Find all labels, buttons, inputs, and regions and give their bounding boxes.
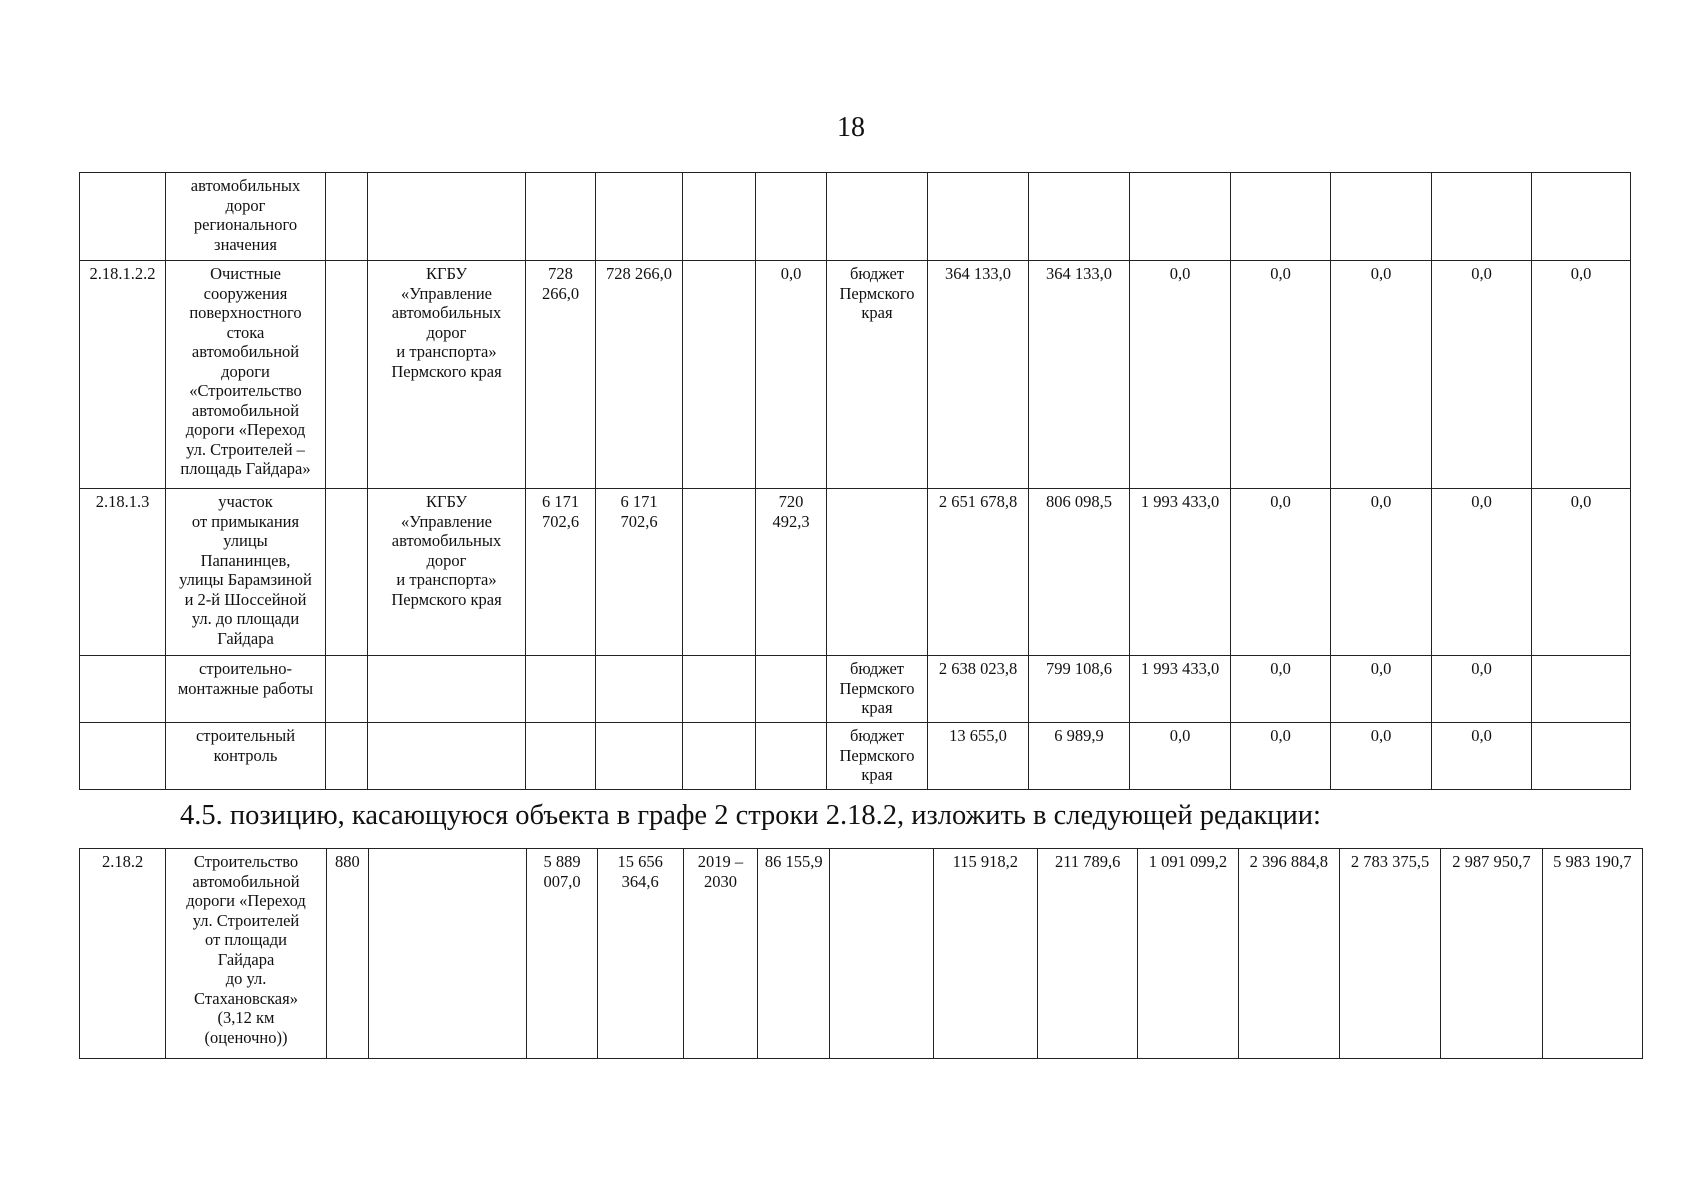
object-name: строительно- монтажные работы bbox=[166, 656, 326, 723]
cell-c6: 6 171 702,6 bbox=[596, 489, 683, 656]
funding-source bbox=[830, 849, 933, 1059]
cell-c7 bbox=[683, 723, 756, 790]
year-value: 364 133,0 bbox=[928, 261, 1029, 489]
cell-c5: 728 266,0 bbox=[526, 261, 596, 489]
cell-c3 bbox=[326, 656, 368, 723]
cell-c8 bbox=[756, 723, 827, 790]
table-row bbox=[80, 656, 1631, 723]
year-value: 0,0 bbox=[1331, 723, 1432, 790]
funding-source: бюджет Пермского края bbox=[827, 656, 928, 723]
table-row bbox=[80, 173, 1631, 261]
year-value bbox=[1130, 173, 1231, 261]
year-value: 806 098,5 bbox=[1029, 489, 1130, 656]
program-table-continuation bbox=[79, 172, 1631, 790]
year-value: 1 091 099,2 bbox=[1138, 849, 1238, 1059]
year-value: 2 783 375,5 bbox=[1339, 849, 1440, 1059]
year-value: 211 789,6 bbox=[1037, 849, 1137, 1059]
table-row bbox=[80, 261, 1631, 489]
cell-c7 bbox=[683, 656, 756, 723]
funding-source: бюджет Пермского края bbox=[827, 723, 928, 790]
year-value: 0,0 bbox=[1432, 489, 1532, 656]
year-value: 6 989,9 bbox=[1029, 723, 1130, 790]
year-value bbox=[1432, 173, 1532, 261]
year-value: 0,0 bbox=[1331, 656, 1432, 723]
executor bbox=[368, 656, 526, 723]
row-code bbox=[80, 173, 166, 261]
year-value bbox=[1331, 173, 1432, 261]
row-code bbox=[80, 656, 166, 723]
year-value: 1 993 433,0 bbox=[1130, 489, 1231, 656]
year-value: 2 638 023,8 bbox=[928, 656, 1029, 723]
executor: КГБУ «Управление автомобильных дорог и транспорта» Пермского края bbox=[368, 261, 526, 489]
year-value: 0,0 bbox=[1231, 723, 1331, 790]
cell-c7: 2019 – 2030 bbox=[683, 849, 757, 1059]
funding-source bbox=[827, 489, 928, 656]
cell-c7 bbox=[683, 489, 756, 656]
cell-c3 bbox=[326, 489, 368, 656]
object-name: строительный контроль bbox=[166, 723, 326, 790]
amended-row-table bbox=[79, 848, 1643, 1059]
year-value: 0,0 bbox=[1231, 261, 1331, 489]
row-code: 2.18.2 bbox=[80, 849, 166, 1059]
funding-source: бюджет Пермского края bbox=[827, 261, 928, 489]
cell-c5 bbox=[526, 656, 596, 723]
cell-c6: 15 656 364,6 bbox=[597, 849, 683, 1059]
cell-c8: 0,0 bbox=[756, 261, 827, 489]
year-value: 0,0 bbox=[1432, 261, 1532, 489]
executor bbox=[368, 173, 526, 261]
table-row bbox=[80, 723, 1631, 790]
cell-c6 bbox=[596, 656, 683, 723]
year-value: 0,0 bbox=[1532, 261, 1631, 489]
cell-c5 bbox=[526, 723, 596, 790]
year-value bbox=[1231, 173, 1331, 261]
year-value: 115 918,2 bbox=[933, 849, 1037, 1059]
year-value: 0,0 bbox=[1532, 489, 1631, 656]
row-code: 2.18.1.3 bbox=[80, 489, 166, 656]
executor: КГБУ «Управление автомобильных дорог и транспорта» Пермского края bbox=[368, 489, 526, 656]
year-value: 0,0 bbox=[1432, 723, 1532, 790]
executor bbox=[368, 723, 526, 790]
cell-c8: 86 155,9 bbox=[758, 849, 830, 1059]
cell-c3 bbox=[326, 173, 368, 261]
year-value: 13 655,0 bbox=[928, 723, 1029, 790]
year-value: 0,0 bbox=[1130, 723, 1231, 790]
cell-c8 bbox=[756, 173, 827, 261]
funding-source bbox=[827, 173, 928, 261]
amendment-instruction: 4.5. позицию, касающуюся объекта в графе 2 строки 2.18.2, изложить в следующей редакции: bbox=[180, 800, 1321, 831]
year-value bbox=[1029, 173, 1130, 261]
year-value: 364 133,0 bbox=[1029, 261, 1130, 489]
cell-c5: 6 171 702,6 bbox=[526, 489, 596, 656]
year-value: 799 108,6 bbox=[1029, 656, 1130, 723]
cell-c3 bbox=[326, 261, 368, 489]
row-code bbox=[80, 723, 166, 790]
year-value bbox=[928, 173, 1029, 261]
object-name: Строительство автомобильной дороги «Переход ул. Строителей от площади Гайдара до ул. Стахановская» (3,12 км (оценочно)) bbox=[166, 849, 327, 1059]
cell-c5 bbox=[526, 173, 596, 261]
table-row bbox=[80, 489, 1631, 656]
cell-c7 bbox=[683, 173, 756, 261]
cell-c6 bbox=[596, 723, 683, 790]
cell-c7 bbox=[683, 261, 756, 489]
row-code: 2.18.1.2.2 bbox=[80, 261, 166, 489]
cell-c3 bbox=[326, 723, 368, 790]
year-value: 1 993 433,0 bbox=[1130, 656, 1231, 723]
object-name: участок от примыкания улицы Папанинцев, улицы Барамзиной и 2-й Шоссейной ул. до площади Гайдара bbox=[166, 489, 326, 656]
year-value: 2 651 678,8 bbox=[928, 489, 1029, 656]
cell-c6 bbox=[596, 173, 683, 261]
year-value: 2 396 884,8 bbox=[1238, 849, 1339, 1059]
page-number: 18 bbox=[837, 112, 865, 143]
cell-c5: 5 889 007,0 bbox=[527, 849, 597, 1059]
year-value bbox=[1532, 723, 1631, 790]
year-value bbox=[1532, 173, 1631, 261]
year-value: 0,0 bbox=[1231, 489, 1331, 656]
year-value: 5 983 190,7 bbox=[1542, 849, 1642, 1059]
year-value: 0,0 bbox=[1231, 656, 1331, 723]
object-name: Очистные сооружения поверхностного стока автомобильной дороги «Строительство автомобильной дороги «Переход ул. Строителей – площадь Гайдара» bbox=[166, 261, 326, 489]
cell-c6: 728 266,0 bbox=[596, 261, 683, 489]
executor bbox=[368, 849, 527, 1059]
object-name: автомобильных дорог регионального значения bbox=[166, 173, 326, 261]
year-value: 0,0 bbox=[1331, 261, 1432, 489]
table-row bbox=[80, 849, 1643, 1059]
year-value: 0,0 bbox=[1331, 489, 1432, 656]
year-value: 0,0 bbox=[1130, 261, 1231, 489]
year-value: 2 987 950,7 bbox=[1441, 849, 1542, 1059]
year-value bbox=[1532, 656, 1631, 723]
cell-c8: 720 492,3 bbox=[756, 489, 827, 656]
year-value: 0,0 bbox=[1432, 656, 1532, 723]
cell-c3: 880 bbox=[326, 849, 368, 1059]
cell-c8 bbox=[756, 656, 827, 723]
